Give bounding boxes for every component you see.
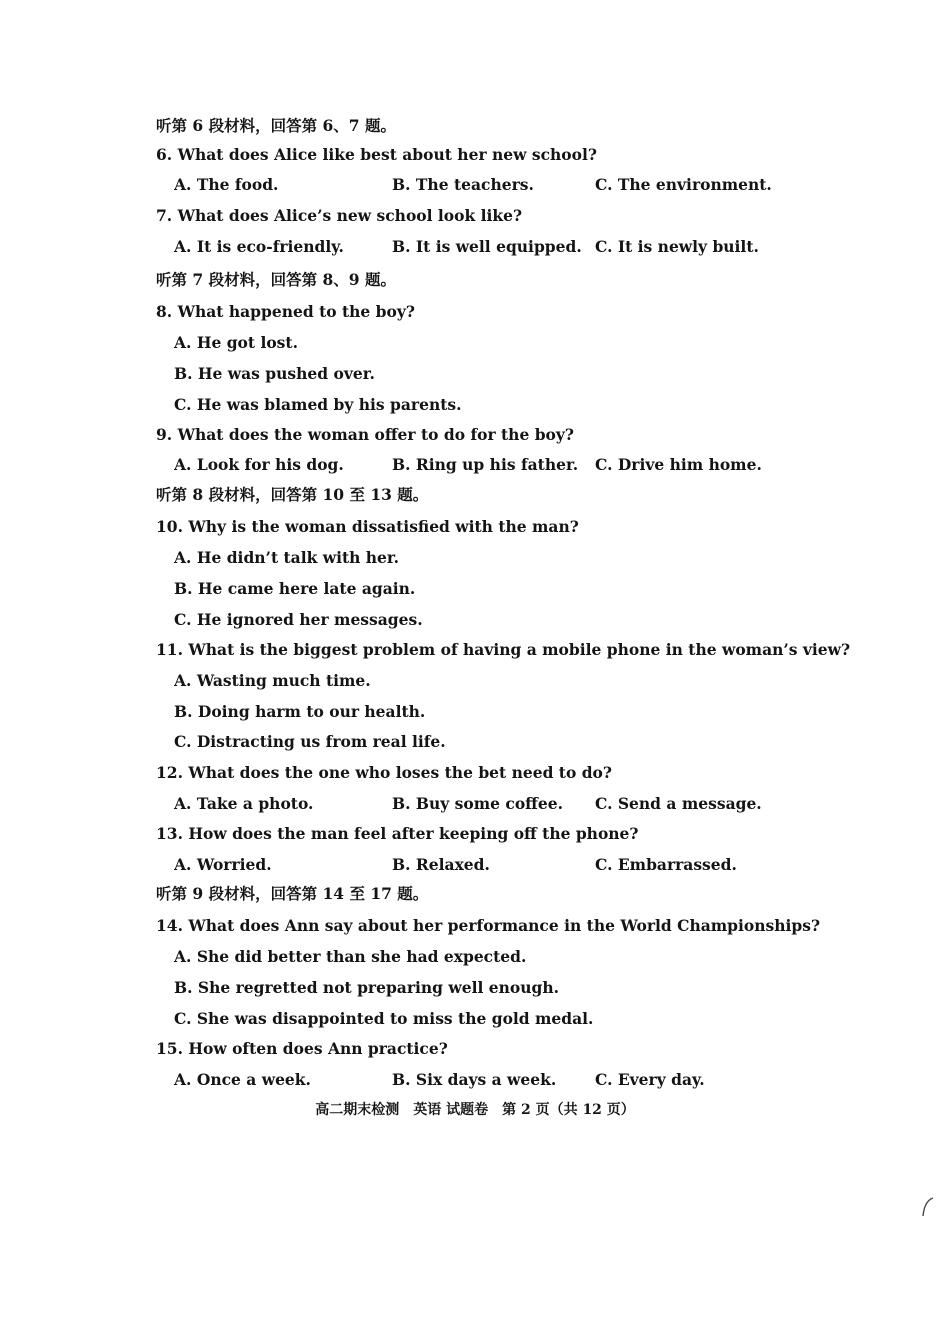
q12-option-c: C. Send a message. bbox=[595, 794, 762, 813]
section-header-7: 听第 7 段材料，回答第 8、9 题。 bbox=[156, 270, 396, 289]
q6-option-b: B. The teachers. bbox=[392, 175, 534, 194]
question-13: 13. How does the man feel after keeping off the phone? bbox=[156, 824, 639, 843]
page-footer: 高二期末检测 英语 试题卷 第 2 页（共 12 页） bbox=[315, 1102, 635, 1118]
q9-option-c: C. Drive him home. bbox=[595, 455, 762, 474]
pen-mark bbox=[920, 1196, 936, 1218]
q8-option-a: A. He got lost. bbox=[174, 333, 298, 352]
question-9: 9. What does the woman offer to do for the boy? bbox=[156, 425, 574, 444]
q11-option-b: B. Doing harm to our health. bbox=[174, 702, 426, 721]
q6-option-c: C. The environment. bbox=[595, 175, 772, 194]
question-12: 12. What does the one who loses the bet need to do? bbox=[156, 763, 612, 782]
q14-option-c: C. She was disappointed to miss the gold medal. bbox=[174, 1009, 594, 1028]
q8-option-c: C. He was blamed by his parents. bbox=[174, 395, 462, 414]
q11-option-a: A. Wasting much time. bbox=[174, 671, 371, 690]
q9-option-a: A. Look for his dog. bbox=[174, 455, 344, 474]
q10-option-b: B. He came here late again. bbox=[174, 579, 416, 598]
q9-option-b: B. Ring up his father. bbox=[392, 455, 579, 474]
q13-option-b: B. Relaxed. bbox=[392, 855, 490, 874]
q12-option-a: A. Take a photo. bbox=[174, 794, 314, 813]
q10-option-a: A. He didn’t talk with her. bbox=[174, 548, 400, 567]
section-header-6: 听第 6 段材料，回答第 6、7 题。 bbox=[156, 116, 396, 135]
q15-option-a: A. Once a week. bbox=[174, 1070, 311, 1089]
q14-option-b: B. She regretted not preparing well enough. bbox=[174, 978, 560, 997]
q13-option-a: A. Worried. bbox=[174, 855, 272, 874]
question-10: 10. Why is the woman dissatisfied with the man? bbox=[156, 517, 579, 536]
q10-option-c: C. He ignored her messages. bbox=[174, 610, 423, 629]
q7-option-b: B. It is well equipped. bbox=[392, 237, 582, 256]
section-header-9: 听第 9 段材料，回答第 14 至 17 题。 bbox=[156, 884, 429, 903]
q6-option-a: A. The food. bbox=[174, 175, 279, 194]
q15-option-b: B. Six days a week. bbox=[392, 1070, 557, 1089]
q14-option-a: A. She did better than she had expected. bbox=[174, 947, 527, 966]
q8-option-b: B. He was pushed over. bbox=[174, 364, 375, 383]
q7-option-c: C. It is newly built. bbox=[595, 237, 759, 256]
question-7: 7. What does Alice’s new school look like? bbox=[156, 206, 523, 225]
q7-option-a: A. It is eco-friendly. bbox=[174, 237, 344, 256]
q15-option-c: C. Every day. bbox=[595, 1070, 705, 1089]
question-15: 15. How often does Ann practice? bbox=[156, 1039, 448, 1058]
q13-option-c: C. Embarrassed. bbox=[595, 855, 737, 874]
q11-option-c: C. Distracting us from real life. bbox=[174, 732, 446, 751]
question-6: 6. What does Alice like best about her new school? bbox=[156, 145, 597, 164]
section-header-8: 听第 8 段材料，回答第 10 至 13 题。 bbox=[156, 485, 429, 504]
question-11: 11. What is the biggest problem of having a mobile phone in the woman’s view? bbox=[156, 640, 851, 659]
q12-option-b: B. Buy some coffee. bbox=[392, 794, 564, 813]
question-8: 8. What happened to the boy? bbox=[156, 302, 415, 321]
question-14: 14. What does Ann say about her performance in the World Championships? bbox=[156, 916, 821, 935]
